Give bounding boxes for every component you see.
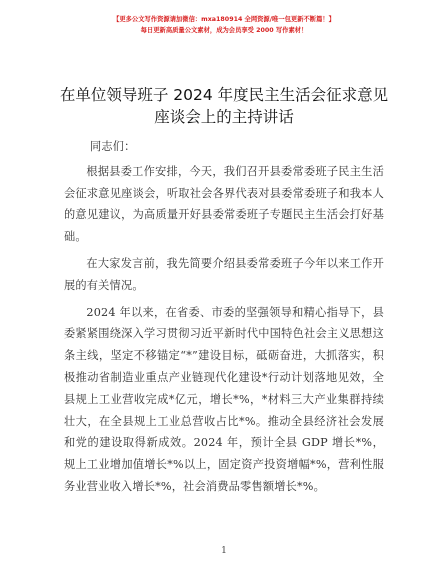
document-title-line-1: 在单位领导班子 2024 年度民主生活会征求意见 — [59, 86, 389, 104]
page-number: 1 — [221, 546, 227, 556]
body-paragraph-2: 在大家发言前，我先简要介绍县委常委班子今年以来工作开展的有关情况。 — [64, 256, 384, 292]
promo-banner-line-2: 每日更新高质量公文素材，成为会员享受 2000 写作素材！ — [140, 27, 308, 34]
document-title-line-2: 座谈会上的主持讲话 — [154, 108, 294, 126]
salutation: 同志们： — [90, 140, 136, 153]
promo-banner-line-1: 【更多公文写作资源请加微信：mxa180914 全网资源/唯一包更新不断篇！】 — [113, 16, 335, 23]
promo-banner — [0, 14, 448, 36]
document-title — [0, 84, 448, 128]
body-paragraph-3: 2024 年以来，在省委、市委的坚强领导和精心指导下，县委紧紧围绕深入学习贯彻习近平新时代中国特色社会主义思想这条主线，坚定不移锚定“*”建设目标，砥砺奋进，大抓落实，积极推动省制造业重点产业链现代化建设*行动计划落地见效，全县规上工业营收完成*亿元，增长*%，*材料三大产业集群持续壮大，在全县规上工业总营收占比*%。推动全县经济社会发展和党的建设取得新成效。2024 年，预计全县 GDP 增长*%，规上工业增加值增长*%以上，固定资产投资增幅*%，营利性服务业营业收入增长*%，社会消费品零售额增长*%。 — [64, 305, 384, 493]
document-body — [64, 136, 384, 503]
body-paragraph-1: 根据县委工作安排，今天，我们召开县委常委班子民主生活会征求意见座谈会，听取社会各界代表对县委常委班子和我本人的意见建议，为高质量开好县委常委班子专题民主生活会打好基础。 — [64, 164, 384, 244]
